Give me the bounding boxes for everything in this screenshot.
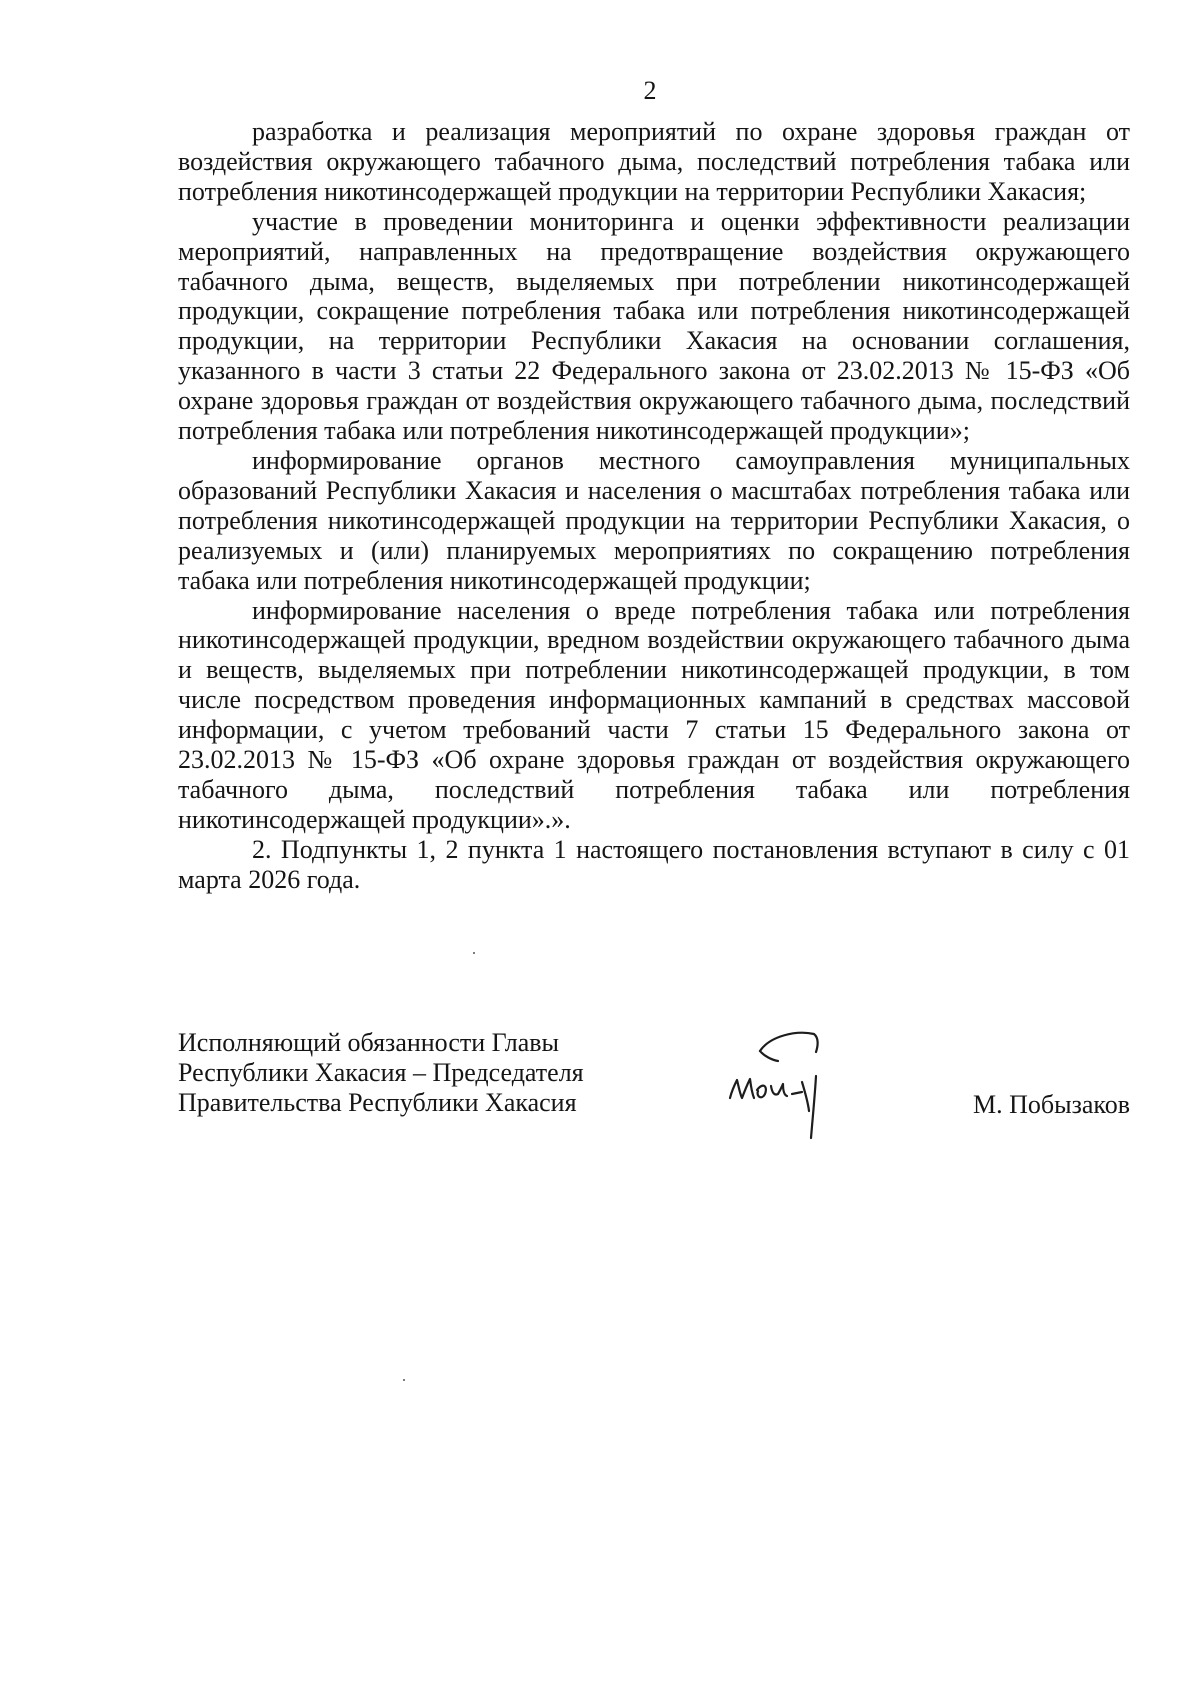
document-body	[178, 117, 1130, 895]
handwritten-signature-icon	[718, 1016, 858, 1146]
signer-position	[178, 1028, 638, 1118]
page-number: 2	[643, 76, 657, 105]
signature-block	[178, 1028, 1130, 1148]
scan-speck	[473, 952, 475, 954]
scan-speck	[403, 1379, 405, 1381]
paragraph-development: разработка и реализация мероприятий по охране здоровья граждан от воздействия окружающего табачного дыма, последствий потребления табака или потребления никотинсодержащей продукции на территории Республики Хакасия;	[178, 117, 1130, 206]
paragraph-monitoring: участие в проведении мониторинга и оценки эффективности реализации мероприятий, направленных на предотвращение воздействия окружающего табачного дыма, веществ, выделяемых при потреблении никотинсодержащей продукции, сокращение потребления табака или потребления никотинсодержащей продукции, на территории Республики Хакасия на основании соглашения, указанного в части 3 статьи 22 Федерального закона от 23.02.2013 № 15-ФЗ «Об охране здоровья граждан от воздействия окружающего табачного дыма, последствий потребления табака или потребления никотинсодержащей продукции»;	[178, 206, 1130, 446]
signer-position-line: Правительства Республики Хакасия	[178, 1088, 577, 1117]
signer-name: М. Побызаков	[973, 1090, 1130, 1119]
signer-position-line: Республики Хакасия – Председателя	[178, 1058, 584, 1087]
paragraph-effective-date: 2. Подпункты 1, 2 пункта 1 настоящего постановления вступают в силу с 01 марта 2026 года.	[178, 834, 1130, 894]
paragraph-informing-population: информирование населения о вреде потребления табака или потребления никотинсодержащей продукции, вредном воздействии окружающего табачного дыма и веществ, выделяемых при потреблении никотинсодержащей продукции, в том числе посредством проведения информационных кампаний в средствах массовой информации, с учетом требований части 7 статьи 15 Федерального закона от 23.02.2013 № 15-ФЗ «Об охране здоровья граждан от воздействия окружающего табачного дыма, последствий потребления табака или потребления никотинсодержащей продукции».».	[178, 595, 1130, 834]
paragraph-informing-authorities: информирование органов местного самоуправления муниципальных образований Республики Хакасия и населения о масштабах потребления табака или потребления никотинсодержащей продукции на территории Республики Хакасия, о реализуемых и (или) планируемых мероприятиях по сокращению потребления табака или потребления никотинсодержащей продукции;	[178, 445, 1130, 595]
signer-position-line: Исполняющий обязанности Главы	[178, 1028, 559, 1057]
